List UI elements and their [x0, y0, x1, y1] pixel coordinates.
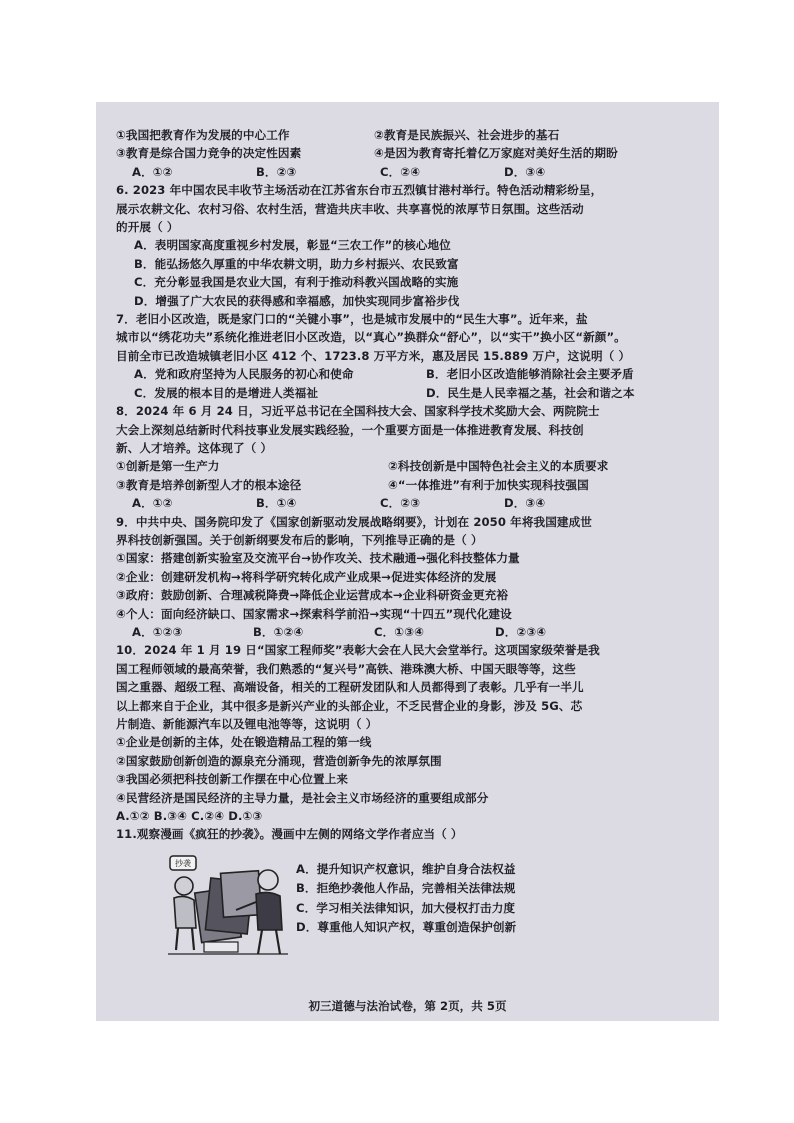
option-list — [296, 850, 516, 938]
statement: ④是因为教育寄托着亿万家庭对美好生活的期盼 — [374, 146, 618, 161]
statement: ③政府：鼓励创新、合理减税降费→降低企业运营成本→企业科研资金更充裕 — [116, 588, 509, 603]
option: D．增强了广大农民的获得感和幸福感，加快实现同步富裕步伐 — [134, 293, 460, 308]
question-text: 新、人才培养。这体现了（ ） — [116, 440, 273, 455]
statement-row — [116, 476, 693, 494]
choice: A．①②③ — [132, 624, 183, 639]
statement: ③教育是培养创新型人才的根本途径 — [116, 477, 302, 492]
option: A．党和政府坚持为人民服务的初心和使命 — [134, 367, 354, 382]
option: C．学习相关法律知识，加大侵权打击力度 — [296, 900, 516, 915]
statement: ②科技创新是中国特色社会主义的本质要求 — [388, 459, 609, 474]
question-text: 片制造、新能源汽车以及锂电池等等，这说明（ ） — [116, 717, 378, 731]
option: B．老旧小区改造能够消除社会主要矛盾 — [426, 367, 634, 382]
statement: ④民营经济是国民经济的主导力量，是社会主义市场经济的重要组成部分 — [116, 790, 489, 805]
statement: ②企业：创建研发机构→将科学研究转化成产业成果→促进实体经济的发展 — [116, 569, 497, 584]
choice: D．③④ — [504, 164, 546, 179]
statement-row — [116, 144, 693, 162]
statement: ①企业是创新的主体，处在锻造精品工程的第一线 — [116, 735, 372, 750]
option: C．发展的根本目的是增进人类福祉 — [134, 385, 319, 400]
option: D．尊重他人知识产权，尊重创造保护创新 — [296, 920, 517, 935]
question-10 — [116, 641, 693, 825]
choice: A．①② — [132, 496, 173, 511]
question-text: 8．2024 年 6 月 24 日，习近平总书记在全国科技大会、国家科学技术奖励大会、两院院士 — [116, 404, 600, 419]
question-text: 界科技创新强国。关于创新纲要发布后的影响，下列推导正确的是（ ） — [116, 532, 483, 547]
choice: B．①④ — [256, 496, 297, 511]
cartoon-sign-text: 抄袭 — [175, 858, 191, 868]
question-text: 10．2024 年 1 月 19 日“国家工程师奖”表彰大会在人民大会堂举行。这项国家级荣誉是我 — [116, 643, 600, 658]
statement: ③我国必须把科技创新工作摆在中心位置上来 — [116, 772, 349, 787]
statement: ④个人：面向经济缺口、国家需求→探索科学前沿→实现“十四五”现代化建设 — [116, 606, 512, 621]
question-text: 6. 2023 年中国农民丰收节主场活动在江苏省东台市五烈镇甘港村举行。特色活动精彩纷呈， — [116, 183, 603, 198]
question-text: 7．老旧小区改造，既是家门口的“关键小事”，也是城市发展中的“民生大事”。近年来，盐 — [116, 312, 588, 327]
question-text: 国之重器、超级工程、高端设备，相关的工程研发团队和人员都得到了表彰。几乎有一半儿 — [116, 680, 584, 695]
question-text: 以上都来自于企业，其中很多是新兴产业的头部企业，不乏民营企业的身影，涉及 5G、芯 — [116, 698, 583, 713]
choice-row — [116, 623, 693, 641]
question-text: 的开展（ ） — [116, 220, 179, 235]
statement: ④“一体推进”有利于加快实现科技强国 — [388, 477, 589, 492]
question-text: 9．中共中央、国务院印发了《国家创新驱动发展战略纲要》，计划在 2050 年将我国建成世 — [116, 514, 592, 529]
question-8 — [116, 402, 693, 512]
option: D．民生是人民幸福之基，社会和谐之本 — [426, 385, 635, 400]
choice: D．②③④ — [495, 624, 547, 639]
statement: ②教育是民族振兴、社会进步的基石 — [374, 128, 560, 142]
statement: ②国家鼓励创新创造的源泉充分涌现，营造创新争先的浓厚氛围 — [116, 753, 442, 768]
choice: B．②③ — [256, 164, 297, 179]
question-11 — [116, 825, 693, 961]
choice: C．②③ — [380, 496, 421, 511]
choice: D．③④ — [504, 496, 546, 511]
option: A．表明国家高度重视乡村发展，彰显“三农工作”的核心地位 — [134, 238, 451, 253]
option: A．提升知识产权意识，维护自身合法权益 — [296, 861, 516, 876]
question-9 — [116, 513, 693, 642]
question-6 — [116, 181, 693, 310]
option: C．充分彰显我国是农业大国，有利于推动科教兴国战略的实施 — [134, 275, 459, 290]
question-text: 大会上深刻总结新时代科技事业发展实践经验，一个重要方面是一体推进教育发展、科技创 — [116, 422, 584, 437]
question-text: 11.观察漫画《疯狂的抄袭》。漫画中左侧的网络文学作者应当（ ） — [116, 827, 463, 842]
statement: ③教育是综合国力竞争的决定性因素 — [116, 146, 302, 161]
exam-page — [96, 102, 719, 1021]
choice: B．①②④ — [253, 624, 304, 639]
option: B．能弘扬悠久厚重的中华农耕文明，助力乡村振兴、农民致富 — [134, 256, 459, 271]
choice: A．①② — [132, 164, 173, 179]
statement: ①国家：搭建创新实验室及交流平台→协作攻关、技术融通→强化科技整体力量 — [116, 551, 520, 566]
statement: ①我国把教育作为发展的中心工作 — [116, 128, 290, 142]
choice-row — [116, 494, 693, 512]
question-7 — [116, 310, 693, 402]
choice-row — [116, 163, 693, 181]
question-text: 城市以“绣花功夫”系统化推进老旧小区改造，以“真心”换群众“舒心”，以“实干”换小区“新颜”。 — [116, 330, 626, 345]
option-row — [116, 365, 693, 383]
option: B．拒绝抄袭他人作品，完善相关法律法规 — [296, 881, 516, 896]
option-row — [116, 384, 693, 402]
question-text: 国工程师领域的最高荣誉，我们熟悉的“复兴号”高铁、港珠澳大桥、中国天眼等等，这些 — [116, 661, 576, 676]
question-text: 目前全市已改造城镇老旧小区 412 个、1723.8 万平方米，惠及居民 15.889 万户，这说明（ ） — [116, 348, 631, 363]
page-footer: 初三道德与法治试卷，第 2页，共 5页 — [308, 999, 507, 1013]
question-text: 展示农耕文化、农村习俗、农村生活，营造共庆丰收、共享喜悦的浓厚节日氛围。这些活动 — [116, 201, 584, 216]
statement: ①创新是第一生产力 — [116, 459, 220, 474]
statement-row — [116, 457, 693, 475]
choice: C．①③④ — [374, 624, 425, 639]
choice: C．②④ — [380, 164, 421, 179]
statement-row — [116, 126, 693, 144]
cartoon-plagiarism-image — [164, 850, 292, 962]
choice-row: A.①② B.③④ C.②④ D.①③ — [116, 809, 263, 824]
